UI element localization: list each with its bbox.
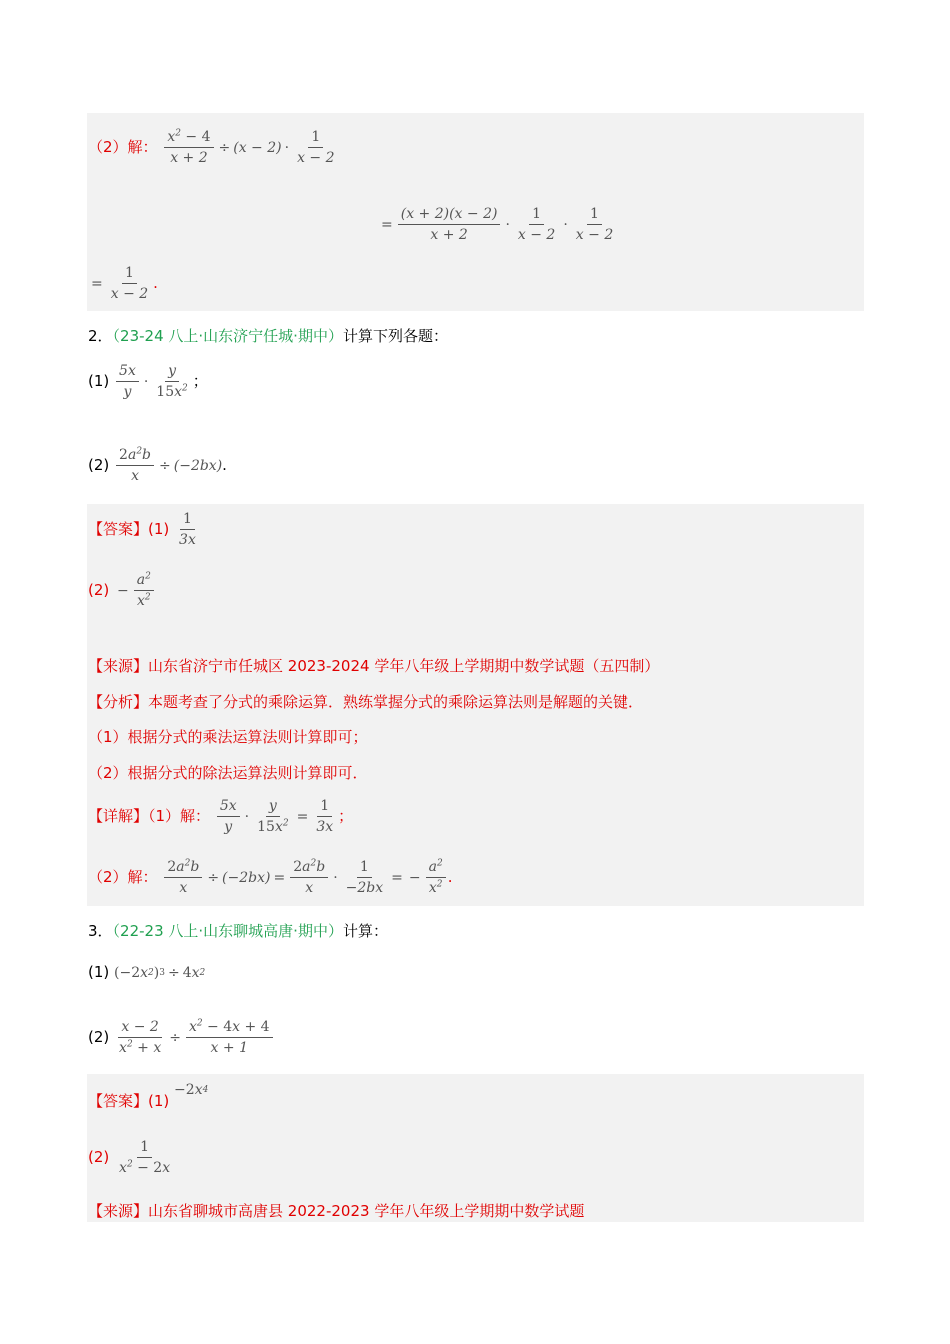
fraction: $\frac{5x}{y}$: [217, 797, 240, 836]
q2-analysis-part2: （2）根据分式的除法运算法则计算即可．: [88, 764, 368, 782]
q1-expr3-row: = $\frac{1}{x - 2}$ .: [88, 264, 158, 303]
fraction: $\frac{2a^2b}{x}$: [164, 858, 202, 897]
q2-answer-2: (2) − $\frac{a^2}{x^2}$: [88, 571, 156, 610]
q2-answer-1: 【答案】(1) $\frac{1}{3x}$: [88, 510, 201, 549]
fraction: $\frac{1}{x - 2}$: [575, 206, 614, 243]
fraction: $\frac{x^2 - 4x + 4}{x + 1}$: [186, 1018, 273, 1057]
q1-expr2: = $\frac{(x + 2)(x - 2)}{x + 2}$ · $\frac{1}{x - 2}$ · $\frac{1}{x - 2}$: [378, 205, 618, 244]
fraction: $\frac{(x + 2)(x - 2)}{x + 2}$: [398, 205, 501, 244]
q3-answer-2: (2) $\frac{1}{x^2 - 2x}$: [88, 1138, 175, 1177]
fraction: $\frac{x^2 - 4}{x + 2}$: [164, 128, 213, 167]
part2-label: （2）解：: [88, 138, 158, 156]
q2-analysis: 【分析】本题考查了分式的乘除运算．熟练掌握分式的乘除运算法则是解题的关键．: [88, 693, 644, 711]
fraction: $\frac{a^2}{x^2}$: [426, 858, 446, 897]
fraction: $\frac{x - 2}{x^2 + x}$: [119, 1019, 162, 1056]
fraction: $\frac{1}{x^2 - 2x}$: [119, 1139, 171, 1176]
q1-expr1: $\frac{x^2 - 4}{x + 2}$ ÷ (x − 2) · $\frac{1}{x - 2}$: [162, 128, 339, 167]
fraction: $\frac{5x}{y}$: [116, 362, 139, 401]
q3-header: 3．（22-23 八上·山东聊城高唐·期中）计算：: [88, 922, 388, 940]
fraction: $\frac{1}{3x}$: [316, 798, 334, 835]
q3-answer-1: 【答案】(1) −2 x 4: [88, 1082, 209, 1110]
fraction: $\frac{y}{15x^2}$: [156, 363, 188, 400]
q2-part2: (2) $\frac{2a^2b}{x}$ ÷ (−2bx) .: [88, 446, 227, 484]
q2-source: 【来源】山东省济宁市任城区 2023-2024 学年八年级上学期期中数学试题（五四制）: [88, 657, 660, 675]
fraction: $\frac{1}{3x}$: [179, 511, 196, 548]
q2-detail-2: （2）解： $\frac{2a^2b}{x}$ ÷ (−2bx) = $\frac{2a^2b}{x}$ · $\frac{1}{-2bx}$ = − $\frac{a^2}{x^2}$ .: [88, 858, 453, 896]
q1-part2-solution: [88, 128, 340, 167]
q1-expr2-row: [378, 205, 618, 244]
fraction: $\frac{y}{15x^2}$: [257, 798, 289, 835]
fraction: $\frac{1}{x - 2}$: [110, 265, 149, 302]
q2-source-tag: （23-24 八上·山东济宁任城·期中）: [112, 327, 343, 345]
q2-detail-1: 【详解】（1）解： $\frac{5x}{y}$ · $\frac{y}{15x^2}$ = $\frac{1}{3x}$ ；: [88, 798, 354, 835]
fraction: $\frac{1}{x - 2}$: [517, 206, 556, 243]
q3-source-tag: （22-23 八上·山东聊城高唐·期中）: [112, 922, 343, 940]
q1-expr3: = $\frac{1}{x - 2}$: [88, 264, 153, 303]
fraction: $\frac{a^2}{x^2}$: [134, 571, 154, 610]
fraction: $\frac{2a^2b}{x}$: [290, 858, 328, 897]
q3-part2: (2) $\frac{x - 2}{x^2 + x}$ ÷ $\frac{x^2 - 4x + 4}{x + 1}$: [88, 1018, 275, 1057]
q2-part1: (1) $\frac{5x}{y}$ · $\frac{y}{15x^2}$ ；: [88, 363, 208, 400]
fraction: $\frac{1}{-2bx}$: [345, 859, 384, 896]
fraction: $\frac{2a^2b}{x}$: [116, 446, 154, 485]
q3-source: 【来源】山东省聊城市高唐县 2022-2023 学年八年级上学期期中数学试题: [88, 1202, 585, 1220]
q2-header: 2．（23-24 八上·山东济宁任城·期中）计算下列各题：: [88, 327, 448, 345]
fraction: $\frac{1}{x - 2}$: [297, 129, 335, 166]
q2-analysis-part1: （1）根据分式的乘法运算法则计算即可；: [88, 728, 368, 746]
q3-part1: (1) (−2 x 2 ) 3 ÷ 4 x 2: [88, 963, 206, 981]
